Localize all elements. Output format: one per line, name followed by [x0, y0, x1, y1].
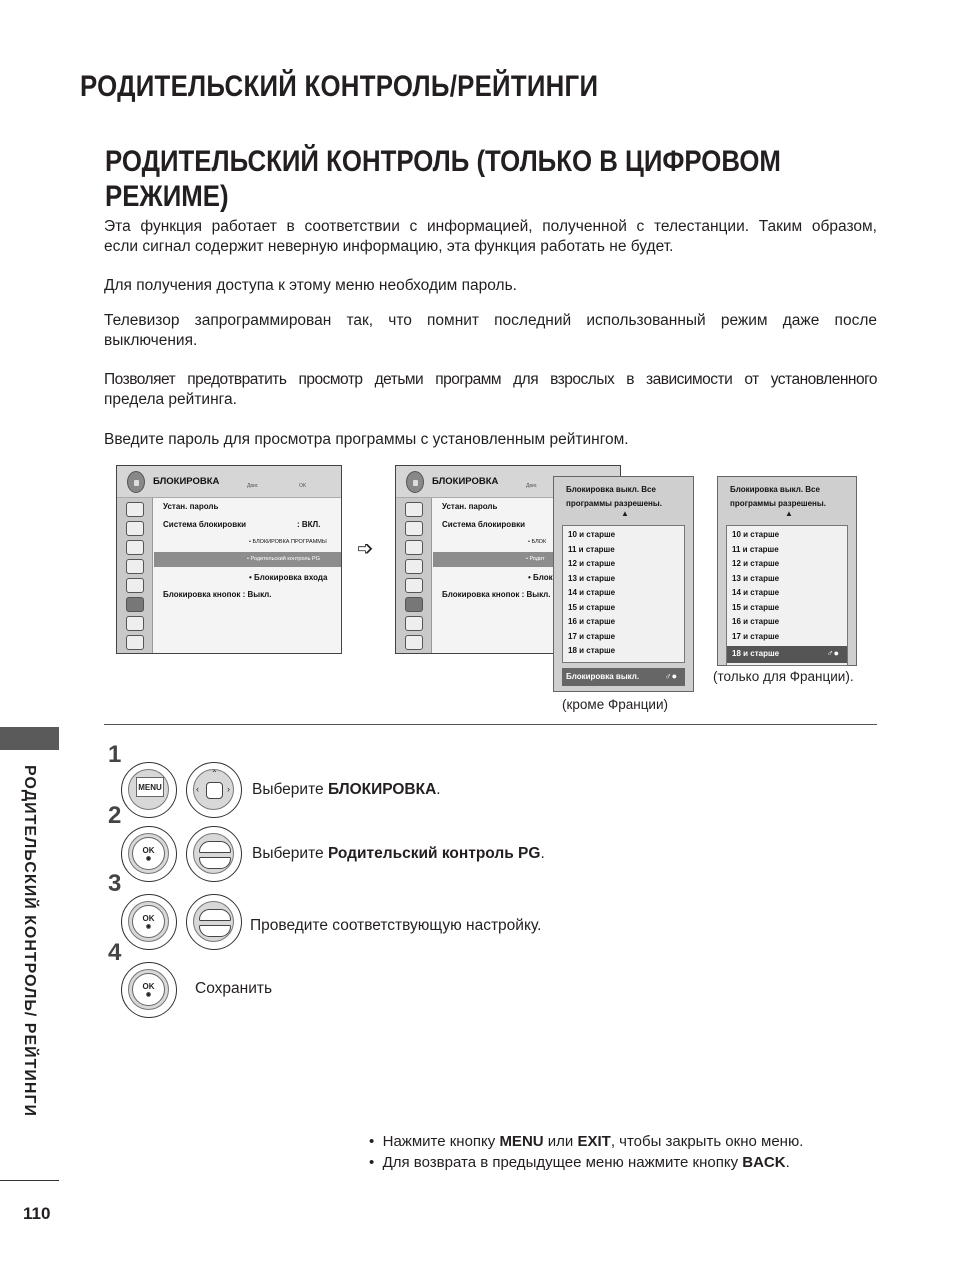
- step-number-3: 3: [108, 870, 122, 897]
- ok-button[interactable]: [121, 894, 177, 950]
- selected-rating-row[interactable]: [727, 646, 847, 663]
- chevron-right-icon: ›: [227, 784, 230, 794]
- memory-line-1: Телевизор запрограммирован так, что помнит последний использованный режим даже после: [104, 312, 877, 329]
- menu-item-program-lock[interactable]: • БЛОКИРОВКА ПРОГРАММЫ: [249, 539, 327, 545]
- note-back: [369, 1154, 790, 1171]
- intro-line-1: Эта функция работает в соответствии с информацией, полученной с телестанции. Таким образом,: [104, 218, 877, 235]
- step-number-2: 2: [108, 802, 122, 829]
- selected-rating-label: 18 и старше: [732, 649, 780, 658]
- popup-header-france: [730, 483, 848, 511]
- arrow-down-icon: [199, 925, 231, 937]
- up-down-button[interactable]: [186, 826, 242, 882]
- option-menu-icon: [405, 578, 423, 593]
- enter-password-paragraph: Введите пароль для просмотра программы с установленным рейтингом.: [104, 431, 629, 448]
- popup-header-line-1: Блокировка выкл. Все: [730, 485, 820, 494]
- popup-header-line-2: программы разрешены.: [730, 499, 826, 508]
- menu-item-set-password[interactable]: Устан. пароль: [163, 502, 219, 511]
- menu-item-set-password-2[interactable]: Устан. пароль: [442, 502, 498, 511]
- rating-item[interactable]: 11 и старше: [732, 544, 779, 554]
- step-2-bold: Родительский контроль PG: [327, 845, 541, 862]
- rating-item[interactable]: 15 и старше: [732, 602, 780, 612]
- lock-icon: [127, 471, 145, 493]
- menu-item-key-lock-2[interactable]: Блокировка кнопок : Выкл.: [442, 590, 551, 599]
- arrow-down-icon: [199, 857, 231, 869]
- ok-label: OK: [142, 914, 155, 923]
- popup-header-line-2: программы разрешены.: [566, 499, 662, 508]
- hint-move-2: Двиг.: [526, 483, 538, 489]
- section-divider: [104, 724, 877, 725]
- lock-off-label: Блокировка выкл.: [566, 672, 640, 681]
- lock-system-value: : ВКЛ.: [297, 520, 321, 529]
- next-arrow-icon: ➩: [357, 538, 374, 560]
- rating-item[interactable]: 17 и старше: [568, 631, 616, 641]
- step-number-4: 4: [108, 939, 122, 966]
- menu-item-parental-pg-2[interactable]: • Родит: [526, 556, 545, 562]
- rating-list: [562, 525, 685, 663]
- menu-item-lock-system-2[interactable]: Система блокировки: [442, 520, 526, 529]
- lock-menu-screen: [116, 465, 342, 654]
- screen-title: БЛОКИРОВКА: [153, 476, 220, 487]
- nav-center-key: [206, 782, 223, 799]
- rating-popup: [553, 476, 694, 692]
- menu-item-program-lock-2[interactable]: • БЛОК: [528, 539, 547, 545]
- step-2-suffix: .: [540, 845, 545, 862]
- memory-line-2: выключения.: [104, 332, 198, 349]
- intro-line-2: если сигнал содержит неверную информацию, эта функция работать не будет.: [104, 238, 674, 255]
- ok-button[interactable]: [121, 962, 177, 1018]
- note-1-e: , чтобы закрыть окно меню.: [610, 1133, 804, 1150]
- chevron-left-icon: ‹: [196, 784, 199, 794]
- lock-off-selected[interactable]: [562, 668, 685, 686]
- nav-pad-button[interactable]: [186, 762, 242, 818]
- bullet: •: [369, 1133, 375, 1150]
- rating-item[interactable]: 14 и старше: [568, 588, 616, 597]
- scroll-up-icon[interactable]: ▲: [785, 509, 793, 518]
- input-menu-icon: [405, 616, 423, 631]
- menu-item-parental-pg[interactable]: • Родительский контроль PG: [247, 556, 320, 562]
- audio-menu-icon: [405, 540, 423, 555]
- rating-item[interactable]: 13 и старше: [732, 573, 780, 583]
- password-paragraph: Для получения доступа к этому меню необходим пароль.: [104, 277, 517, 294]
- note-1-exit: EXIT: [577, 1133, 611, 1150]
- ok-button-face: [132, 837, 165, 870]
- note-close-menu: [369, 1133, 803, 1150]
- time-menu-icon: [126, 559, 144, 574]
- picture-menu-icon: [405, 502, 423, 517]
- note-1-menu: MENU: [499, 1133, 544, 1150]
- step-1-bold: БЛОКИРОВКА: [327, 781, 437, 798]
- ok-dot-icon: ◉: [145, 856, 152, 862]
- up-down-button[interactable]: [186, 894, 242, 950]
- rating-item[interactable]: 17 и старше: [732, 631, 780, 641]
- rating-item[interactable]: 12 и старше: [568, 559, 616, 568]
- prevent-line-2: предела рейтинга.: [104, 391, 237, 408]
- section-title: РОДИТЕЛЬСКИЙ КОНТРОЛЬ (ТОЛЬКО В ЦИФРОВОМ РЕЖИМЕ): [105, 145, 781, 213]
- menu-icon-column: [117, 498, 153, 653]
- screen-header: [117, 466, 341, 498]
- menu-item-lock-system[interactable]: Система блокировки: [163, 520, 247, 529]
- media-menu-icon: [126, 635, 144, 650]
- input-menu-icon: [126, 616, 144, 631]
- ok-return-icon: ♂●: [664, 671, 677, 681]
- rating-item[interactable]: 14 и старше: [732, 588, 780, 597]
- note-2-a: Для возврата в предыдущее меню нажмите кнопку: [382, 1154, 743, 1171]
- rating-item[interactable]: 18 и старше: [568, 646, 616, 655]
- ok-label: OK: [142, 982, 155, 991]
- note-2-c: .: [785, 1154, 790, 1171]
- menu-item-key-lock[interactable]: Блокировка кнопок : Выкл.: [163, 590, 272, 599]
- arrow-up-icon: [199, 841, 231, 853]
- menu-item-input-lock-2[interactable]: • Блок: [528, 573, 553, 582]
- rating-item[interactable]: 15 и старше: [568, 602, 616, 612]
- popup-header: [566, 483, 685, 511]
- bullet: •: [369, 1154, 375, 1171]
- step-1-text: [252, 781, 441, 799]
- time-menu-icon: [405, 559, 423, 574]
- intro-paragraph: [104, 217, 877, 257]
- lock-menu-icon: [126, 597, 144, 612]
- step-1-prefix: Выберите: [252, 781, 328, 798]
- screen-menu-icon: [405, 521, 423, 536]
- hint-move: Двиг.: [247, 483, 259, 489]
- screen-title-2: БЛОКИРОВКА: [432, 476, 499, 487]
- memory-paragraph: [104, 311, 877, 351]
- prevent-line-1: Позволяет предотвратить просмотр детьми программ для взрослых в зависимости от установленного: [104, 371, 877, 388]
- audio-menu-icon: [126, 540, 144, 555]
- ok-button[interactable]: [121, 826, 177, 882]
- sidebar-tab: [0, 727, 59, 750]
- ok-label: OK: [142, 846, 155, 855]
- note-1-c: или: [543, 1133, 578, 1150]
- arrow-up-icon: [199, 909, 231, 921]
- step-2-prefix: Выберите: [252, 845, 328, 862]
- ok-dot-icon: ◉: [145, 992, 152, 998]
- rating-popup-france: [717, 476, 857, 666]
- lock-menu-icon: [405, 597, 423, 612]
- ok-button-face: [132, 973, 165, 1006]
- rating-item[interactable]: 10 и старше: [568, 530, 616, 539]
- screen-menu-icon: [126, 521, 144, 536]
- option-menu-icon: [126, 578, 144, 593]
- ok-return-icon: ♂●: [826, 648, 839, 658]
- step-2-text: [252, 845, 545, 863]
- rating-item[interactable]: 13 и старше: [568, 573, 616, 583]
- menu-button[interactable]: [121, 762, 177, 818]
- rating-item[interactable]: 12 и старше: [732, 559, 780, 568]
- rating-item[interactable]: 11 и старше: [568, 544, 615, 554]
- ok-button-face: [132, 905, 165, 938]
- popup-header-line-1: Блокировка выкл. Все: [566, 485, 656, 494]
- ok-dot-icon: ◉: [145, 924, 152, 930]
- media-menu-icon: [405, 635, 423, 650]
- menu-button-label: MENU: [136, 777, 164, 797]
- rating-item[interactable]: 16 и старше: [732, 617, 780, 626]
- prevent-paragraph: [104, 370, 877, 410]
- menu-item-input-lock[interactable]: • Блокировка входа: [249, 573, 328, 582]
- note-1-a: Нажмите кнопку: [382, 1133, 500, 1150]
- caption-except-france: (кроме Франции): [562, 697, 669, 712]
- hint-ok: OK: [299, 483, 307, 489]
- lock-icon-2: [406, 471, 424, 493]
- scroll-up-icon[interactable]: ▲: [621, 509, 629, 518]
- step-1-suffix: .: [436, 781, 441, 798]
- page-number: 110: [23, 1204, 51, 1223]
- footer-rule: [0, 1180, 59, 1181]
- menu-icon-column-2: [396, 498, 432, 653]
- chevron-up-icon: ⌃: [211, 769, 218, 778]
- step-4-text: Сохранить: [195, 980, 273, 997]
- note-2-back: BACK: [742, 1154, 786, 1171]
- rating-item[interactable]: 16 и старше: [568, 617, 616, 626]
- caption-france-only: (только для Франции).: [713, 669, 854, 684]
- picture-menu-icon: [126, 502, 144, 517]
- step-number-1: 1: [108, 741, 122, 768]
- step-3-text: Проведите соответствующую настройку.: [250, 917, 542, 934]
- rating-item[interactable]: 10 и старше: [732, 530, 780, 539]
- page-title: РОДИТЕЛЬСКИЙ КОНТРОЛЬ/РЕЙТИНГИ: [80, 70, 599, 103]
- rating-list-france: [726, 525, 848, 666]
- sidebar-label: РОДИТЕЛЬСКИЙ КОНТРОЛЬ/ РЕЙТИНГИ: [21, 765, 38, 1118]
